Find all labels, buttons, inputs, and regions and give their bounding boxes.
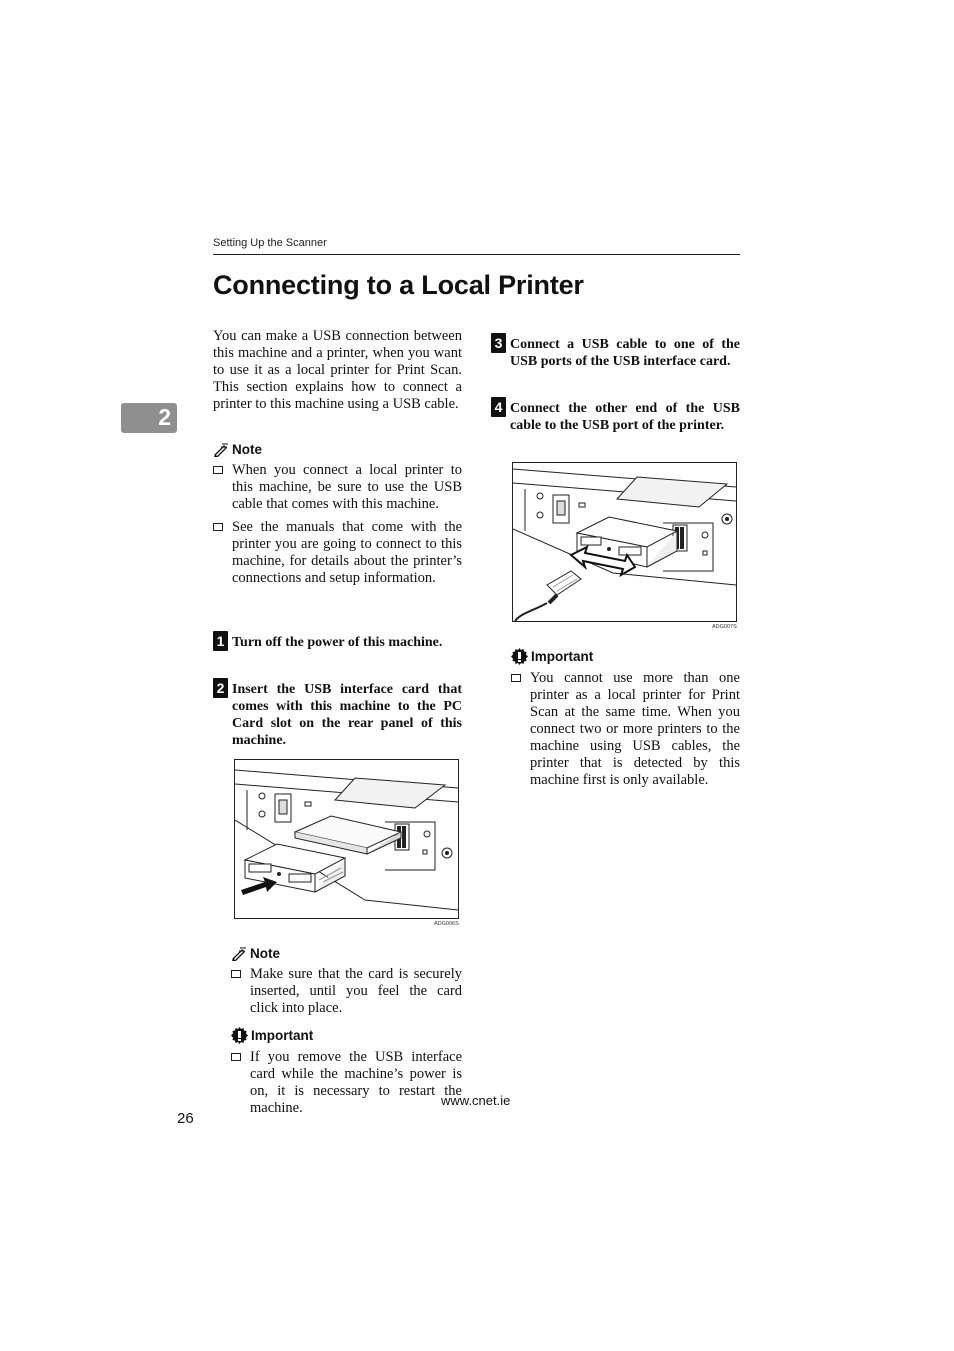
- list-item: When you connect a local printer to this machine, be sure to use the USB cable that comes with this machine.: [213, 462, 462, 513]
- important-badge-icon: [231, 1027, 248, 1044]
- note-list-2: [231, 966, 462, 1017]
- important-list-1: [231, 1049, 462, 1117]
- header-rule: [213, 254, 740, 255]
- checkbox-bullet-icon: [231, 970, 241, 978]
- important-heading-2: Important: [511, 648, 593, 665]
- note-heading-2: Note: [231, 946, 280, 961]
- step-number-4: 4: [491, 397, 506, 417]
- step-number-3: 3: [491, 333, 506, 353]
- step-2: 2 Insert the USB interface card that comes with this machine to the PC Card slot on the rear panel of this machine.: [213, 681, 462, 749]
- important-list-2: [511, 670, 740, 789]
- cable-connection-illustration: [513, 463, 736, 621]
- step-1: 1 Turn off the power of this machine.: [213, 634, 462, 651]
- checkbox-bullet-icon: [213, 466, 223, 474]
- page-number: 26: [177, 1110, 194, 1127]
- step-3: 3 Connect a USB cable to one of the USB ports of the USB interface card.: [491, 336, 740, 370]
- page-title: Connecting to a Local Printer: [213, 270, 584, 300]
- important-badge-icon: [511, 648, 528, 665]
- note-heading-1: Note: [213, 442, 262, 457]
- note-list-1: [213, 462, 462, 587]
- running-header: Setting Up the Scanner: [213, 237, 327, 249]
- figure-connect-cable: [512, 462, 737, 622]
- figure-code-1: ADG006S: [434, 921, 459, 927]
- checkbox-bullet-icon: [231, 1053, 241, 1061]
- step-number-2: 2: [213, 678, 228, 698]
- checkbox-bullet-icon: [213, 523, 223, 531]
- watermark-url: www.cnet.ie: [441, 1093, 511, 1108]
- step-4: 4 Connect the other end of the USB cable to the USB port of the printer.: [491, 400, 740, 434]
- important-heading-1: Important: [231, 1027, 313, 1044]
- list-item: Make sure that the card is securely inserted, until you feel the card click into place.: [231, 966, 462, 1017]
- figure-code-2: ADG007S: [712, 624, 737, 630]
- list-item: You cannot use more than one printer as a local printer for Print Scan at the same time. When you connect two or more printers to the machine using USB cables, the printer that is detected by this machine first is only available.: [511, 670, 740, 789]
- chapter-tab: [121, 403, 177, 433]
- figure-insert-card: [234, 759, 459, 919]
- pencil-note-icon: [231, 947, 247, 961]
- pencil-note-icon: [213, 443, 229, 457]
- chapter-number: 2: [158, 404, 171, 430]
- list-item: If you remove the USB interface card while the machine’s power is on, it is necessary to restart the machine.: [231, 1049, 462, 1117]
- checkbox-bullet-icon: [511, 674, 521, 682]
- list-item: See the manuals that come with the printer you are going to connect to this machine, for details about the printer’s connections and setup information.: [213, 519, 462, 587]
- intro-paragraph: You can make a USB connection between this machine and a printer, when you want to use it as a local printer for Print Scan. This section explains how to connect a printer to this machine using a USB cable.: [213, 328, 462, 412]
- card-insertion-illustration: [235, 760, 458, 918]
- step-number-1: 1: [213, 631, 228, 651]
